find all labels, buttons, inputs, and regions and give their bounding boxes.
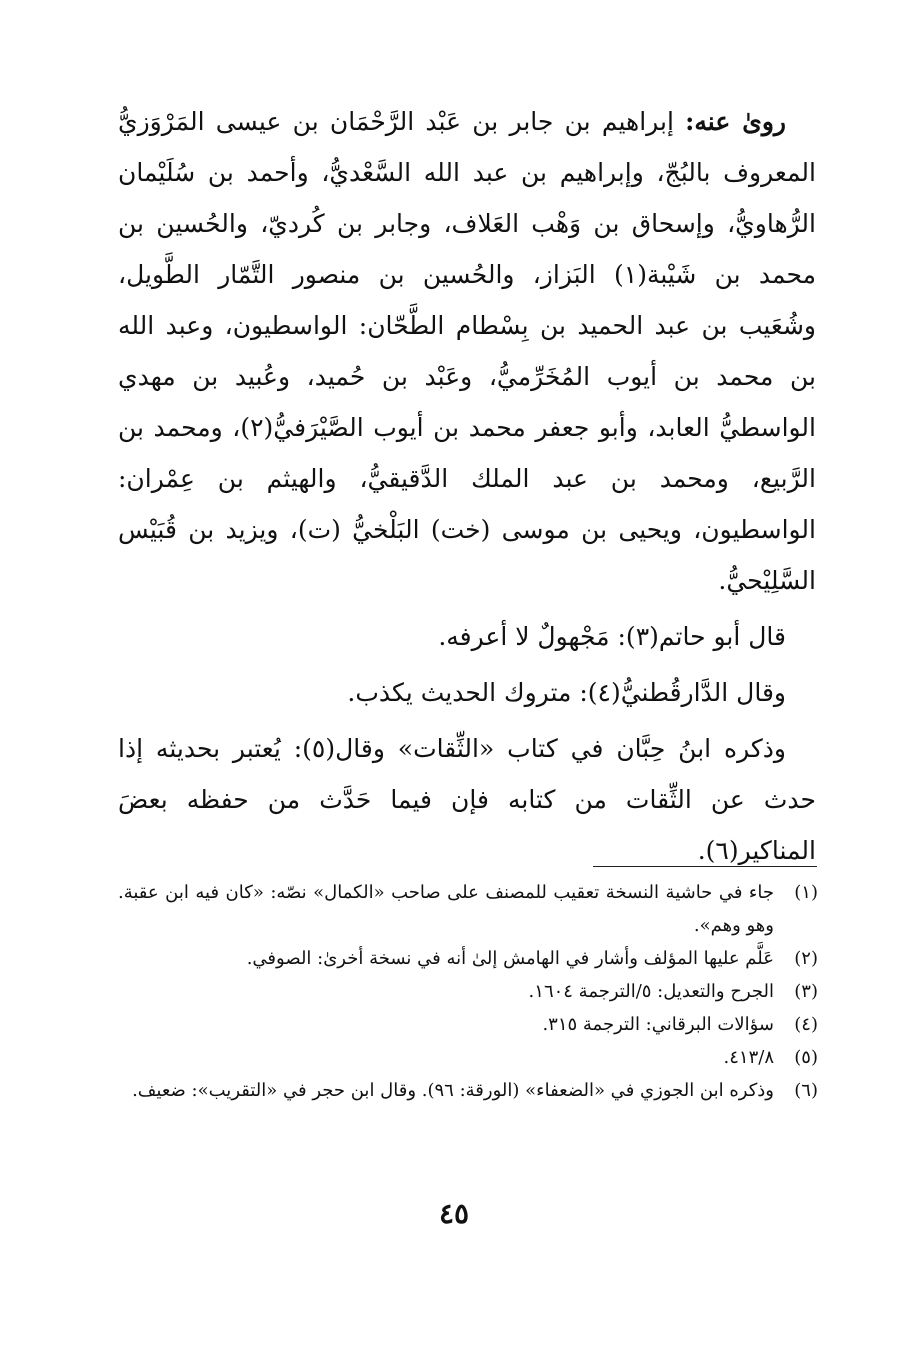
narrators-label: رویٰ عنه:	[685, 107, 787, 136]
page-number: ٤٥	[438, 1197, 470, 1230]
footnote-text: الجرح والتعديل: ٥/الترجمة ١٦٠٤.	[528, 981, 774, 1002]
footnote	[118, 942, 818, 975]
footnote-text: سؤالات البرقاني: الترجمة ٣١٥.	[542, 1014, 774, 1035]
paragraph-abu-hatim: قال أبو حاتم(٣): مَجْهولٌ لا أعرفه.	[438, 622, 786, 651]
paragraph-ibn-hibban: وذكره ابنُ حِبَّان في كتاب «الثِّقات» وقال(٥): يُعتبر بحديثه إذا حدث عن الثِّقات من كتابه فإن فيما حَدَّث من حفظه بعضَ المناكير(٦).	[118, 734, 816, 865]
footnote	[118, 975, 818, 1008]
footnote	[118, 876, 818, 942]
footnote-number: (٣)	[794, 981, 818, 1002]
footnote	[118, 1074, 818, 1107]
footnote-number: (٤)	[794, 1014, 818, 1035]
footnote-number: (٦)	[794, 1080, 818, 1101]
footnote	[118, 1008, 818, 1041]
footnote-number: (١)	[794, 882, 818, 903]
footnote-text: وذكره ابن الجوزي في «الضعفاء» (الورقة: ٩٦). وقال ابن حجر في «التقريب»: ضعيف.	[132, 1080, 774, 1101]
footnote	[118, 1041, 818, 1074]
main-text	[118, 96, 816, 876]
footnote-number: (٢)	[794, 948, 818, 969]
narrators-list: إبراهيم بن جابر بن عَبْد الرَّحْمَان بن عيسى المَرْوَزيُّ المعروف بالبُجّ، وإبراهيم بن عبد الله السَّعْديُّ، وأحمد بن سُلَيْمان الرُّهاويُّ، وإسحاق بن وَهْب العَلاف، وجابر بن كُرديّ، والحُسين بن محمد بن شَيْبة(١) البَزاز، والحُسين بن منصور التَّمّار الطَّويل، وشُعَيب بن عبد الحميد بن بِسْطام الطَّحّان: الواسطيون، وعبد الله بن محمد بن أيوب المُخَرِّميُّ، وعَبْد بن حُميد، وعُبيد بن مهدي الواسطيُّ العابد، وأبو جعفر محمد بن أيوب الصَّيْرَفيُّ(٢)، ومحمد بن الرَّبيع، ومحمد بن عبد الملك الدَّقيقيُّ، والهيثم بن عِمْران: الواسطيون، ويحيى بن موسى (خت) البَلْخيُّ (ت)، ويزيد بن قُبَيْس السَّلِيْحيُّ.	[118, 107, 816, 595]
paragraph-daraqutni: وقال الدَّارقُطنيُّ(٤): متروك الحديث يكذب.	[347, 678, 786, 707]
footnote-number: (٥)	[794, 1047, 818, 1068]
footnote-text: جاء في حاشية النسخة تعقيب للمصنف على صاحب «الكمال» نصّه: «كان فيه ابن عقبة. وهو وهم».	[118, 882, 774, 936]
footnote-text: ٤١٣/٨.	[723, 1047, 774, 1068]
footnote-separator	[593, 866, 817, 867]
footnotes	[118, 876, 818, 1107]
paragraph-narrators	[118, 96, 816, 606]
footnote-text: عَلَّم عليها المؤلف وأشار في الهامش إلىٰ أنه في نسخة أخرىٰ: الصوفي.	[246, 948, 774, 969]
